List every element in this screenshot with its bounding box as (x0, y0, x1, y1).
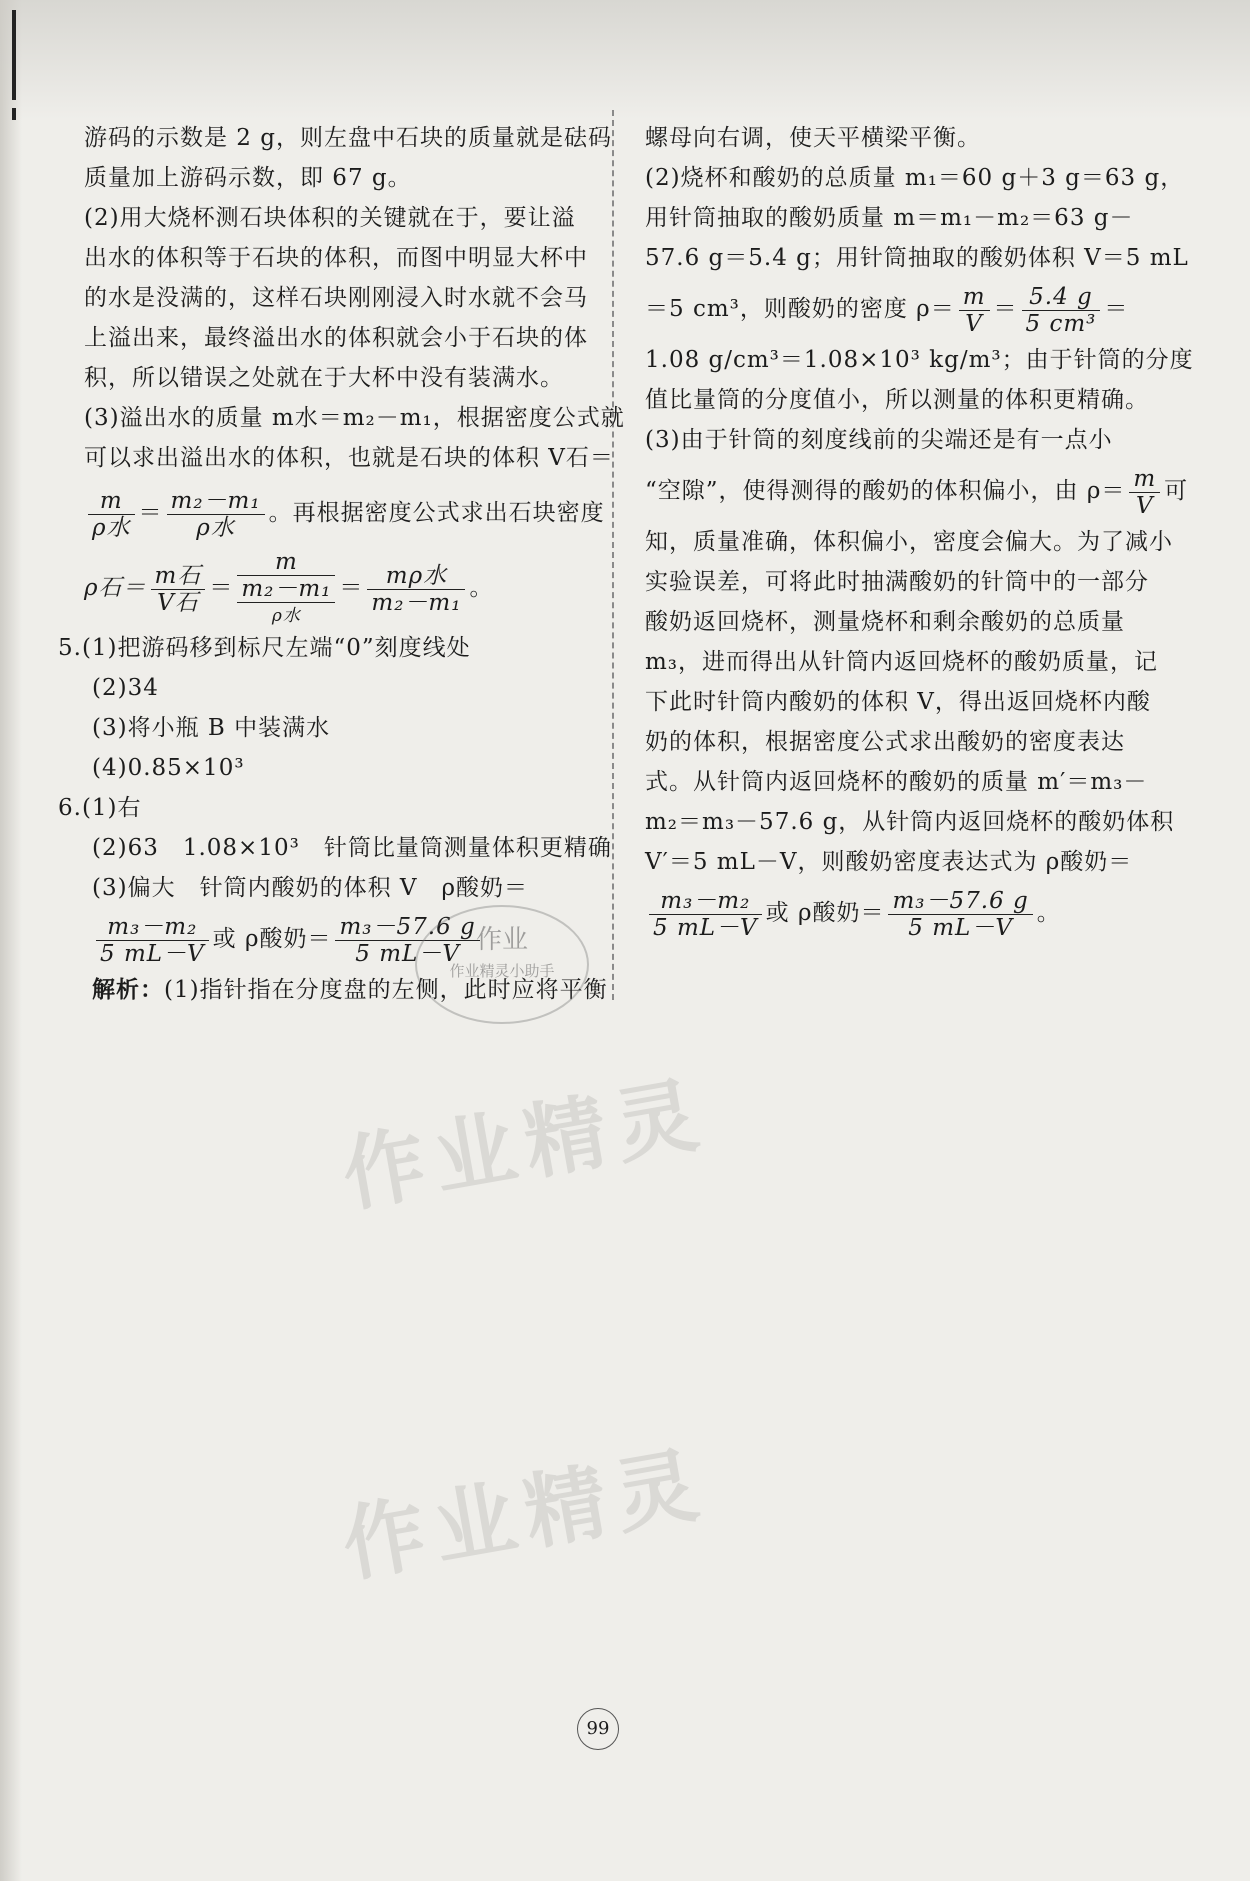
text-line: 螺母向右调，使天平横梁平衡。 (645, 125, 981, 151)
answer-q6-3: (3)偏大 针筒内酸奶的体积 V ρ酸奶＝ (92, 875, 529, 901)
answer-q5-2: (2)34 (92, 675, 159, 701)
analysis-label: 解析： (92, 976, 164, 1003)
fraction: $\frac{m}{V}$ (959, 284, 990, 337)
text-line: 质量加上游码示数，即 67 g。 (84, 165, 412, 191)
text-line: 实验误差，可将此时抽满酸奶的针筒中的一部分 (645, 569, 1149, 595)
text-line: 。再根据密度公式求出石块密度 (268, 500, 605, 526)
text-line: 式。从针筒内返回烧杯的酸奶的质量 m′＝m₃－ (645, 769, 1148, 795)
fraction: $\frac{m}{\text{ρ水}}$ (88, 488, 135, 541)
text-line: (2)用大烧杯测石块体积的关键就在于，要让溢 (84, 205, 576, 231)
text-line: 上溢出来，最终溢出水的体积就会小于石块的体 (84, 325, 588, 351)
watermark: 作业精灵 (335, 1436, 715, 1595)
answer-q5-1: 5.(1)把游码移到标尺左端“0”刻度线处 (58, 635, 471, 661)
text-line: 出水的体积等于石块的体积，而图中明显大杯中 (84, 245, 588, 271)
text-line: (3)溢出水的质量 m水＝m₂－m₁，根据密度公式就 (84, 405, 625, 431)
text-line: 酸奶返回烧杯，测量烧杯和剩余酸奶的总质量 (645, 609, 1125, 635)
fraction: $\frac{\text{m₃－m₂}}{5 mL-V}$ (649, 888, 762, 941)
text-line: 奶的体积，根据密度公式求出酸奶的密度表达 (645, 729, 1125, 755)
analysis-text: (1)指针指在分度盘的左侧，此时应将平衡 (164, 977, 608, 1003)
fraction: $\frac{5.4 g}{\text{5 cm³}}$ (1022, 284, 1101, 337)
text-line: 可以求出溢出水的体积，也就是石块的体积 V石＝ (84, 445, 614, 471)
answer-q6-1: 6.(1)右 (58, 795, 142, 821)
fraction: $\frac{m}{V}$ (1129, 466, 1160, 519)
stamp-seal: 作业 作业精灵小助手 (415, 905, 589, 1024)
scan-shadow (0, 0, 1250, 120)
fraction: $\frac{\text{m₃－57.6 g}}{5 mL-V}$ (888, 888, 1032, 941)
fraction: $\frac{\text{m₂－m₁}}{\text{ρ水}}$ (167, 488, 265, 541)
fraction: $\frac{\text{mρ水}}{\text{m₂－m₁}}$ (367, 563, 465, 616)
text-line: (2)烧杯和酸奶的总质量 m₁＝60 g＋3 g＝63 g， (645, 165, 1185, 191)
text-line: 的水是没满的，这样石块刚刚浸入时水就不会马 (84, 285, 588, 311)
text-line: V′＝5 mL－V，则酸奶密度表达式为 ρ酸奶＝ (645, 849, 1133, 875)
column-divider (612, 110, 614, 1000)
scan-edge (0, 0, 22, 1881)
formula-line: $\frac{\text{m₃－m₂}}{5 mL-V}$ 或 ρ酸奶＝ $\frac{\text{m₃－57.6 g}}{5 mL-V}$ 。 (645, 882, 1150, 944)
page-number: 99 (577, 1708, 619, 1750)
formula-line: “空隙”，使得测得的酸奶的体积偏小，由 ρ＝ $\frac{m}{V}$ 可 (645, 465, 1189, 519)
fraction: $\frac{\text{m₃－57.6 g}}{5 mL-V}$ (335, 914, 479, 967)
text-line: 游码的示数是 2 g，则左盘中石块的质量就是砝码 (84, 125, 612, 151)
text-line: 1.08 g/cm³＝1.08×10³ kg/m³；由于针筒的分度 (645, 347, 1194, 373)
right-column (645, 118, 1194, 944)
nested-fraction: m m₂－m₁ ρ水 (237, 549, 335, 629)
text-line: 下此时针筒内酸奶的体积 V，得出返回烧杯内酸 (645, 689, 1151, 715)
fraction: $\frac{\text{m石}}{\text{V石}}$ (151, 563, 206, 616)
watermark: 作业精灵 (335, 1066, 715, 1225)
left-column (84, 118, 625, 644)
text-line: m₂＝m₃－57.6 g，从针筒内返回烧杯的酸奶体积 (645, 809, 1175, 835)
text-line: 57.6 g＝5.4 g；用针筒抽取的酸奶体积 V＝5 mL (645, 245, 1189, 271)
text-line: 积，所以错误之处就在于大杯中没有装满水。 (84, 365, 564, 391)
text-line: (3)由于针筒的刻度线前的尖端还是有一点小 (645, 427, 1113, 453)
text-line: 知，质量准确，体积偏小，密度会偏大。为了减小 (645, 529, 1173, 555)
text-line: 值比量筒的分度值小，所以测量的体积更精确。 (645, 387, 1149, 413)
text-line: 用针筒抽取的酸奶质量 m＝m₁－m₂＝63 g－ (645, 205, 1134, 231)
answer-q5-3: (3)将小瓶 B 中装满水 (92, 715, 331, 741)
fraction: $\frac{\text{m₃－m₂}}{5 mL-V}$ (96, 914, 209, 967)
formula-line: $\frac{m}{\text{ρ水}}$ ＝ $\frac{\text{m₂－m₁}}{\text{ρ水}}$ 。再根据密度公式求出石块密度 (84, 478, 584, 548)
answer-q5-4: (4)0.85×10³ (92, 755, 245, 781)
text-line: m₃，进而得出从针筒内返回烧杯的酸奶质量，记 (645, 649, 1159, 675)
answer-q6-2: (2)63 1.08×10³ 针筒比量筒测量体积更精确 (92, 835, 612, 861)
formula-line: ＝5 cm³，则酸奶的密度 ρ＝ $\frac{m}{V}$ ＝ $\frac{5.4 g}{\text{5 cm³}}$ ＝ (645, 283, 1129, 337)
formula-line: ρ石＝ $\frac{\text{m石}}{\text{V石}}$ ＝ m m₂－m₁ ρ水 ＝ $\frac{\text{mρ水}}{\text{m₂－m₁}}$ 。 (84, 548, 584, 644)
formula-line: $\frac{\text{m₃－m₂}}{5 mL-V}$ 或 ρ酸奶＝ $\frac{\text{m₃－57.6 g}}{5 mL-V}$ (58, 908, 588, 970)
